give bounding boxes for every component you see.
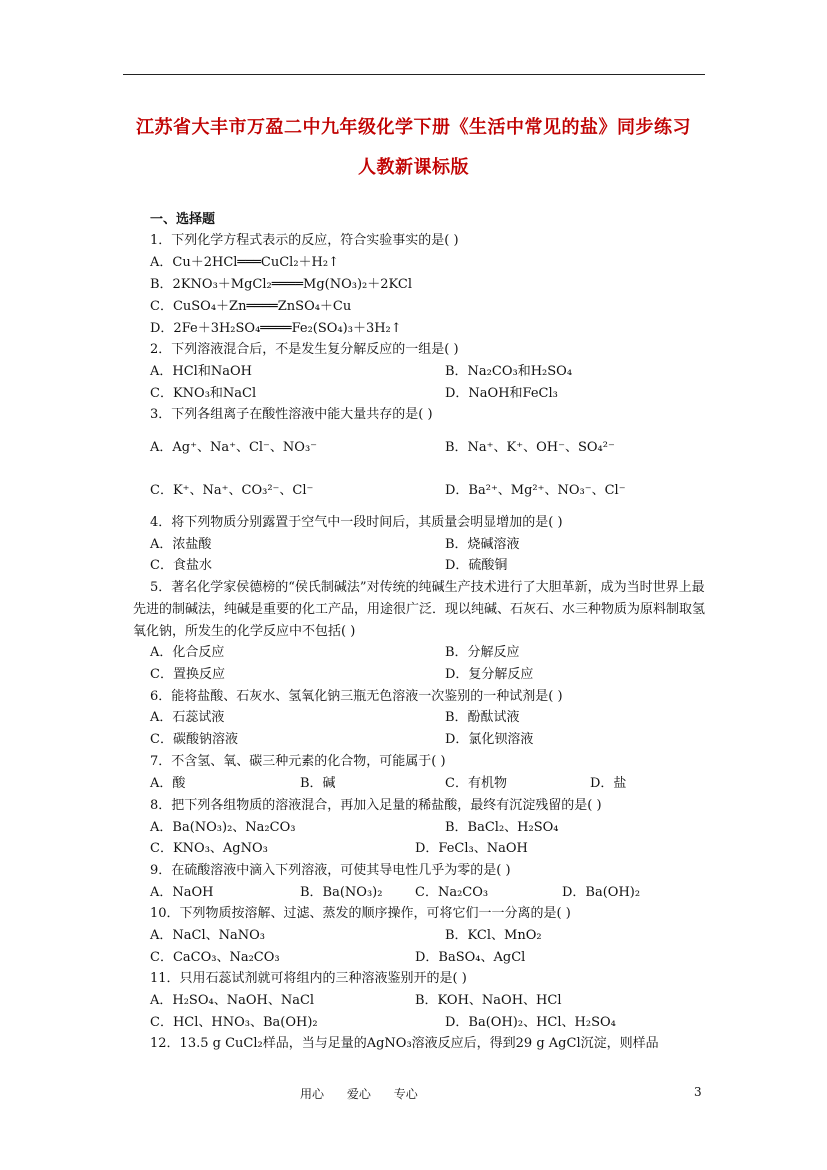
section-heading: 一、选择题 [150,212,216,227]
q10-stem: 10．下列物质按溶解、过滤、蒸发的顺序操作，可将它们一一分离的是( ) [150,906,571,921]
header-rule [123,74,705,75]
q11-option-d: D．Ba(OH)₂、HCl、H₂SO₄ [445,1015,616,1030]
q10-option-d: D．BaSO₄、AgCl [415,950,526,965]
q7-option-a: A．酸 [150,776,186,791]
q10-option-c: C．CaCO₃、Na₂CO₃ [150,950,280,965]
q11-option-b: B．KOH、NaOH、HCl [415,993,562,1008]
q6-option-d: D．氯化钡溶液 [445,732,534,747]
footer-motto: 用心 爱心 专心 [300,1087,418,1101]
q7-option-d: D．盐 [590,776,627,791]
q9-stem: 9．在硫酸溶液中滴入下列溶液，可使其导电性几乎为零的是( ) [150,863,511,878]
q4-option-a: A．浓盐酸 [150,537,212,552]
q1-option-b: B．2KNO₃＋MgCl₂════Mg(NO₃)₂＋2KCl [150,277,413,292]
q3-option-b: B．Na⁺、K⁺、OH⁻、SO₄²⁻ [445,440,615,455]
q5-option-c: C．置换反应 [150,667,225,682]
q3-option-c: C．K⁺、Na⁺、CO₃²⁻、Cl⁻ [150,483,314,498]
q9-option-c: C．Na₂CO₃ [415,885,489,900]
q1-option-d: D．2Fe＋3H₂SO₄════Fe₂(SO₄)₃＋3H₂↑ [150,321,402,336]
q8-option-a: A．Ba(NO₃)₂、Na₂CO₃ [150,820,296,835]
q4-option-b: B．烧碱溶液 [445,537,520,552]
q8-option-c: C．KNO₃、AgNO₃ [150,841,268,856]
q6-option-b: B．酚酞试液 [445,710,520,725]
q9-option-a: A．NaOH [150,885,214,900]
q8-option-d: D．FeCl₃、NaOH [415,841,528,856]
q8-option-b: B．BaCl₂、H₂SO₄ [445,820,559,835]
q6-option-a: A．石蕊试液 [150,710,225,725]
page-number: 3 [694,1085,702,1099]
q4-option-c: C．食盐水 [150,558,212,573]
q7-option-c: C．有机物 [445,776,507,791]
q11-option-c: C．HCl、HNO₃、Ba(OH)₂ [150,1015,318,1030]
q4-option-d: D．硫酸铜 [445,558,508,573]
q1-option-c: C．CuSO₄＋Zn════ZnSO₄＋Cu [150,299,352,314]
q5-option-a: A．化合反应 [150,645,225,660]
q2-stem: 2．下列溶液混合后，不是发生复分解反应的一组是( ) [150,342,459,357]
q8-stem: 8．把下列各组物质的溶液混合，再加入足量的稀盐酸，最终有沉淀残留的是( ) [150,798,602,813]
q1-stem: 1．下列化学方程式表示的反应，符合实验事实的是( ) [150,233,459,248]
q3-option-a: A．Ag⁺、Na⁺、Cl⁻、NO₃⁻ [150,440,318,455]
q7-stem: 7．不含氢、氧、碳三种元素的化合物，可能属于( ) [150,754,446,769]
q5-stem: 5．著名化学家侯德榜的“侯氏制碱法”对传统的纯碱生产技术进行了大胆革新，成为当时世界上最先进的制碱法，纯碱是重要的化工产品，用途很广泛．现以纯碱、石灰石、水三种物质为原料制取氢氧化钠，所发生的化学反应中不包括( ) [133,580,706,639]
q2-option-c: C．KNO₃和NaCl [150,386,257,401]
q10-option-b: B．KCl、MnO₂ [445,928,542,943]
q10-option-a: A．NaCl、NaNO₃ [150,928,265,943]
q5-option-b: B．分解反应 [445,645,520,660]
q4-stem: 4．将下列物质分别露置于空气中一段时间后，其质量会明显增加的是( ) [150,515,563,530]
q9-option-b: B．Ba(NO₃)₂ [300,885,383,900]
q3-option-d: D．Ba²⁺、Mg²⁺、NO₃⁻、Cl⁻ [445,483,626,498]
q6-option-c: C．碳酸钠溶液 [150,732,238,747]
q5-option-d: D．复分解反应 [445,667,534,682]
document-title-line2: 人教新课标版 [358,157,469,178]
q9-option-d: D．Ba(OH)₂ [562,885,641,900]
q2-option-b: B．Na₂CO₃和H₂SO₄ [445,364,573,379]
q2-option-a: A．HCl和NaOH [150,364,252,379]
q11-option-a: A．H₂SO₄、NaOH、NaCl [150,993,315,1008]
q6-stem: 6．能将盐酸、石灰水、氢氧化钠三瓶无色溶液一次鉴别的一种试剂是( ) [150,689,563,704]
q2-option-d: D．NaOH和FeCl₃ [445,386,558,401]
q11-stem: 11．只用石蕊试剂就可将组内的三种溶液鉴别开的是( ) [150,971,467,986]
q12-stem: 12．13.5 g CuCl₂样品，当与足量的AgNO₃溶液反应后，得到29 g AgCl沉淀，则样品 [150,1036,659,1051]
q1-option-a: A．Cu＋2HCl═══CuCl₂＋H₂↑ [150,255,339,270]
document-title-line1: 江苏省大丰市万盈二中九年级化学下册《生活中常见的盐》同步练习 [136,117,691,138]
q7-option-b: B．碱 [300,776,336,791]
q3-stem: 3．下列各组离子在酸性溶液中能大量共存的是( ) [150,407,433,422]
